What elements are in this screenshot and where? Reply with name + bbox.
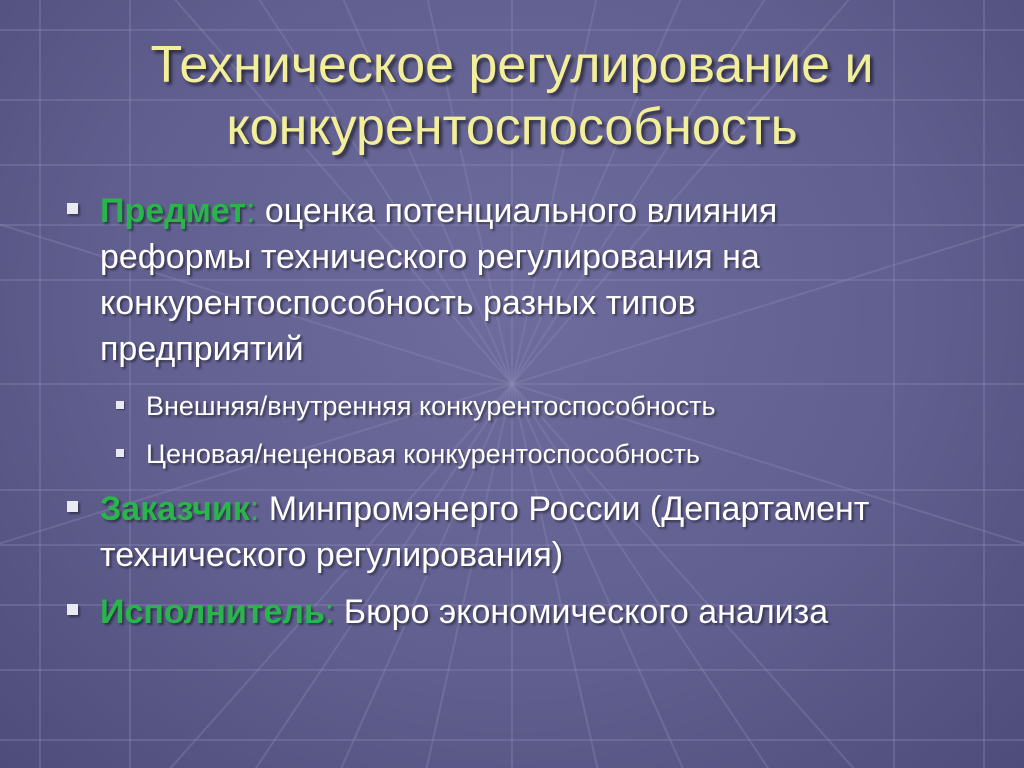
bullet-subject-keyword: Предмет [100,192,246,230]
subitem-price-nonprice-text: Ценовая/неценовая конкурентоспособность [146,439,700,469]
square-bullet-icon [67,604,78,615]
bullet-customer-colon: : [249,490,260,528]
square-bullet-icon [67,203,78,214]
bullet-executor-text: Бюро экономического анализа [334,593,829,631]
bullet-customer-keyword: Заказчик [100,490,250,528]
square-bullet-icon [67,501,78,512]
bullet-executor [100,589,1000,635]
bullet-subject [100,188,900,372]
bullet-executor-keyword: Исполнитель [100,593,325,631]
subitem-price-nonprice [146,436,700,472]
small-square-bullet-icon [116,401,124,409]
bullet-customer-text: Минпромэнерго России (Департамент технического регулирования) [100,490,870,574]
bullet-subject-text: оценка потенциального влияния реформы технического регулирования на конкурентоспособность разных типов предприятий [100,192,778,368]
bullet-subject-colon: : [245,192,256,230]
subitem-external-internal-text: Внешняя/внутренняя конкурентоспособность [146,391,716,421]
slide-title [40,34,984,158]
bullet-customer [100,486,940,578]
title-line-2: конкурентоспособность [226,98,798,156]
subitem-external-internal [146,388,716,424]
title-line-1: Техническое регулирование и [150,36,874,94]
small-square-bullet-icon [116,449,124,457]
bullet-executor-colon: : [324,593,335,631]
